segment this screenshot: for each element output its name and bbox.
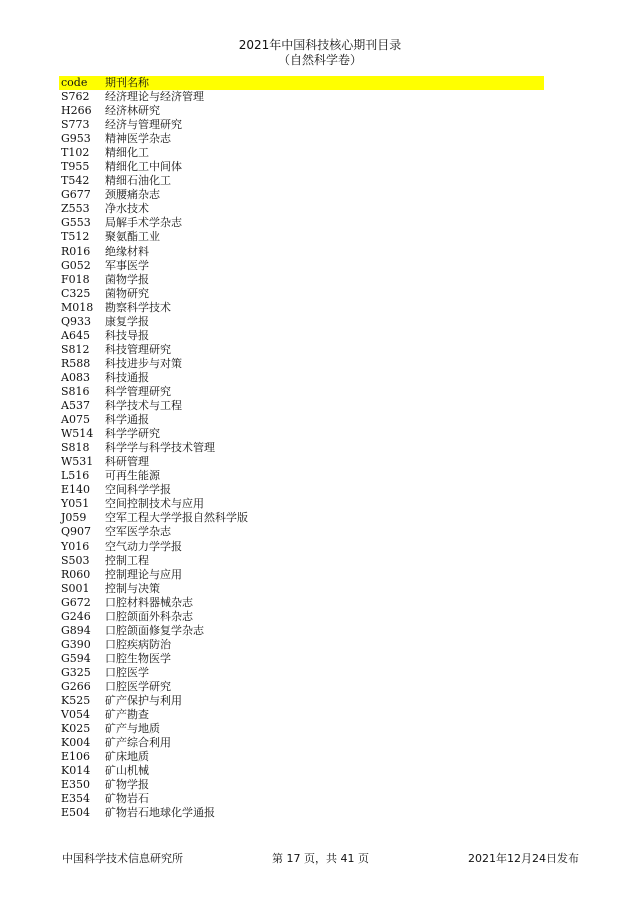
journal-name: 空间科学学报 bbox=[105, 483, 171, 497]
journal-code: G553 bbox=[61, 216, 91, 230]
journal-name: 控制理论与应用 bbox=[105, 567, 182, 581]
journal-code: A537 bbox=[61, 399, 90, 413]
journal-code: S816 bbox=[61, 384, 90, 398]
journal-code: E504 bbox=[61, 806, 91, 820]
footer-page-number: 第 17 页，共 41 页 bbox=[272, 852, 369, 865]
journal-code: H266 bbox=[61, 104, 92, 118]
journal-code: G672 bbox=[61, 595, 91, 609]
table-row bbox=[59, 188, 544, 202]
journal-name: 科学学研究 bbox=[105, 427, 160, 441]
journal-code: G266 bbox=[61, 679, 91, 693]
journal-name: 精神医学杂志 bbox=[105, 132, 171, 146]
journal-name: 空间控制技术与应用 bbox=[105, 497, 204, 511]
journal-code: G052 bbox=[61, 258, 91, 272]
journal-name: 军事医学 bbox=[105, 258, 149, 272]
journal-code: W531 bbox=[61, 455, 94, 469]
journal-code: G594 bbox=[61, 651, 91, 665]
journal-code: Z553 bbox=[61, 202, 90, 216]
journal-code: T512 bbox=[61, 230, 90, 244]
table-row bbox=[59, 301, 544, 315]
journal-name: 科学通报 bbox=[105, 413, 149, 427]
journal-code: G953 bbox=[61, 132, 91, 146]
table-row bbox=[59, 287, 544, 301]
journal-name: 可再生能源 bbox=[105, 469, 160, 483]
table-row bbox=[59, 441, 544, 455]
journal-code: Q933 bbox=[61, 314, 92, 328]
journal-name: 聚氨酯工业 bbox=[105, 230, 160, 244]
table-row bbox=[59, 315, 544, 329]
journal-name: 经济理论与经济管理 bbox=[105, 90, 204, 103]
journal-code: Y016 bbox=[61, 539, 90, 553]
journal-name: 精细石油化工 bbox=[105, 174, 171, 188]
journal-name: 矿产勘查 bbox=[105, 708, 149, 722]
table-row bbox=[59, 146, 544, 160]
journal-name: 口腔医学研究 bbox=[105, 679, 171, 693]
table-row bbox=[59, 652, 544, 666]
table-row bbox=[59, 610, 544, 624]
journal-name: 精细化工中间体 bbox=[105, 160, 182, 174]
table-row bbox=[59, 540, 544, 554]
table-row bbox=[59, 511, 544, 525]
journal-code: S001 bbox=[61, 581, 90, 595]
journal-name: 口腔医学 bbox=[105, 665, 149, 679]
table-row bbox=[59, 750, 544, 764]
table-row bbox=[59, 273, 544, 287]
page-footer bbox=[0, 851, 640, 867]
table-row bbox=[59, 497, 544, 511]
journal-name: 控制与决策 bbox=[105, 581, 160, 595]
journal-code: A083 bbox=[61, 370, 90, 384]
journal-name: 菌物学报 bbox=[105, 272, 149, 286]
table-row bbox=[59, 371, 544, 385]
journal-code: K004 bbox=[61, 736, 91, 750]
table-row bbox=[59, 764, 544, 778]
journal-name: 菌物研究 bbox=[105, 286, 149, 300]
journal-code: M018 bbox=[61, 300, 94, 314]
journal-name: 口腔颌面外科杂志 bbox=[105, 609, 193, 623]
journal-code: E140 bbox=[61, 483, 91, 497]
journal-name: 科技进步与对策 bbox=[105, 356, 182, 370]
table-row bbox=[59, 329, 544, 343]
journal-name: 颈腰痛杂志 bbox=[105, 188, 160, 202]
journal-name: 口腔颌面修复学杂志 bbox=[105, 623, 204, 637]
journal-code: V054 bbox=[61, 708, 90, 722]
table-row bbox=[59, 216, 544, 230]
table-row bbox=[59, 666, 544, 680]
table-header bbox=[59, 76, 544, 90]
table-row bbox=[59, 736, 544, 750]
table-row bbox=[59, 792, 544, 806]
title-line-1: 2021年中国科技核心期刊目录 bbox=[238, 38, 402, 52]
journal-name: 矿物学报 bbox=[105, 778, 149, 792]
table-row bbox=[59, 469, 544, 483]
journal-name: 精细化工 bbox=[105, 146, 149, 160]
table-row bbox=[59, 399, 544, 413]
table-row bbox=[59, 806, 544, 820]
table-row bbox=[59, 778, 544, 792]
journal-name: 净水技术 bbox=[105, 202, 149, 216]
journal-code: K525 bbox=[61, 694, 91, 708]
journal-code: E350 bbox=[61, 778, 91, 792]
journal-code: F018 bbox=[61, 272, 90, 286]
journal-name: 科研管理 bbox=[105, 455, 149, 469]
table-row bbox=[59, 202, 544, 216]
journal-name: 科技管理研究 bbox=[105, 342, 171, 356]
table-row bbox=[59, 245, 544, 259]
journal-code: A645 bbox=[61, 328, 90, 342]
journal-code: R060 bbox=[61, 567, 91, 581]
journal-code: Q907 bbox=[61, 525, 92, 539]
journal-name: 矿床地质 bbox=[105, 750, 149, 764]
journal-code: S812 bbox=[61, 342, 90, 356]
journal-name: 勘察科学技术 bbox=[105, 300, 171, 314]
journal-code: E106 bbox=[61, 750, 91, 764]
journal-name: 矿产与地质 bbox=[105, 722, 160, 736]
footer-date: 2021年12月24日发布 bbox=[468, 852, 579, 865]
journal-name: 矿物岩石 bbox=[105, 792, 149, 806]
table-row bbox=[59, 357, 544, 371]
journal-name: 矿产综合利用 bbox=[105, 736, 171, 750]
journal-code: S773 bbox=[61, 118, 90, 132]
table-row bbox=[59, 483, 544, 497]
table-row bbox=[59, 90, 544, 104]
journal-name: 矿产保护与利用 bbox=[105, 694, 182, 708]
journal-code: A075 bbox=[61, 413, 90, 427]
table-row bbox=[59, 259, 544, 273]
table-row bbox=[59, 118, 544, 132]
table-row bbox=[59, 596, 544, 610]
journal-name: 空军医学杂志 bbox=[105, 525, 171, 539]
table-row bbox=[59, 104, 544, 118]
footer-publisher: 中国科学技术信息研究所 bbox=[62, 852, 183, 865]
journal-table bbox=[59, 90, 544, 820]
journal-name: 康复学报 bbox=[105, 314, 149, 328]
journal-name: 控制工程 bbox=[105, 553, 149, 567]
journal-code: K025 bbox=[61, 722, 91, 736]
table-row bbox=[59, 413, 544, 427]
table-row bbox=[59, 638, 544, 652]
table-row bbox=[59, 174, 544, 188]
journal-code: E354 bbox=[61, 792, 91, 806]
table-row bbox=[59, 230, 544, 244]
table-row bbox=[59, 624, 544, 638]
journal-code: G677 bbox=[61, 188, 91, 202]
journal-code: R588 bbox=[61, 356, 91, 370]
table-row bbox=[59, 568, 544, 582]
journal-name: 经济与管理研究 bbox=[105, 118, 182, 132]
document-title bbox=[0, 38, 640, 68]
table-row bbox=[59, 680, 544, 694]
journal-code: G246 bbox=[61, 609, 91, 623]
table-row bbox=[59, 554, 544, 568]
table-row bbox=[59, 160, 544, 174]
journal-name: 科学管理研究 bbox=[105, 384, 171, 398]
journal-name: 空军工程大学学报自然科学版 bbox=[105, 511, 248, 525]
journal-code: T955 bbox=[61, 160, 90, 174]
journal-code: G894 bbox=[61, 623, 91, 637]
journal-name: 科学技术与工程 bbox=[105, 399, 182, 413]
journal-code: G325 bbox=[61, 665, 91, 679]
journal-code: S818 bbox=[61, 441, 90, 455]
journal-name: 口腔材料器械杂志 bbox=[105, 595, 193, 609]
table-row bbox=[59, 427, 544, 441]
journal-code: T102 bbox=[61, 146, 90, 160]
journal-code: S762 bbox=[61, 90, 90, 103]
journal-name: 科技通报 bbox=[105, 370, 149, 384]
journal-code: J059 bbox=[61, 511, 87, 525]
journal-code: Y051 bbox=[61, 497, 90, 511]
table-row bbox=[59, 385, 544, 399]
journal-code: K014 bbox=[61, 764, 91, 778]
journal-name: 科学学与科学技术管理 bbox=[105, 441, 215, 455]
journal-code: T542 bbox=[61, 174, 90, 188]
header-code: code bbox=[61, 76, 88, 89]
table-row bbox=[59, 455, 544, 469]
title-line-2: （自然科学卷） bbox=[277, 53, 362, 67]
journal-code: R016 bbox=[61, 244, 91, 258]
journal-code: C325 bbox=[61, 286, 91, 300]
journal-code: S503 bbox=[61, 553, 90, 567]
table-row bbox=[59, 582, 544, 596]
table-row bbox=[59, 708, 544, 722]
journal-code: L516 bbox=[61, 469, 90, 483]
journal-name: 矿物岩石地球化学通报 bbox=[105, 806, 215, 820]
table-row bbox=[59, 722, 544, 736]
table-row bbox=[59, 343, 544, 357]
journal-name: 空气动力学学报 bbox=[105, 539, 182, 553]
table-row bbox=[59, 132, 544, 146]
journal-name: 矿山机械 bbox=[105, 764, 149, 778]
journal-code: W514 bbox=[61, 427, 94, 441]
table-row bbox=[59, 525, 544, 539]
header-name: 期刊名称 bbox=[105, 76, 149, 89]
table-row bbox=[59, 694, 544, 708]
journal-name: 口腔疾病防治 bbox=[105, 637, 171, 651]
journal-name: 经济林研究 bbox=[105, 104, 160, 118]
journal-name: 绝缘材料 bbox=[105, 244, 149, 258]
journal-code: G390 bbox=[61, 637, 91, 651]
journal-name: 科技导报 bbox=[105, 328, 149, 342]
journal-name: 局解手术学杂志 bbox=[105, 216, 182, 230]
journal-name: 口腔生物医学 bbox=[105, 651, 171, 665]
